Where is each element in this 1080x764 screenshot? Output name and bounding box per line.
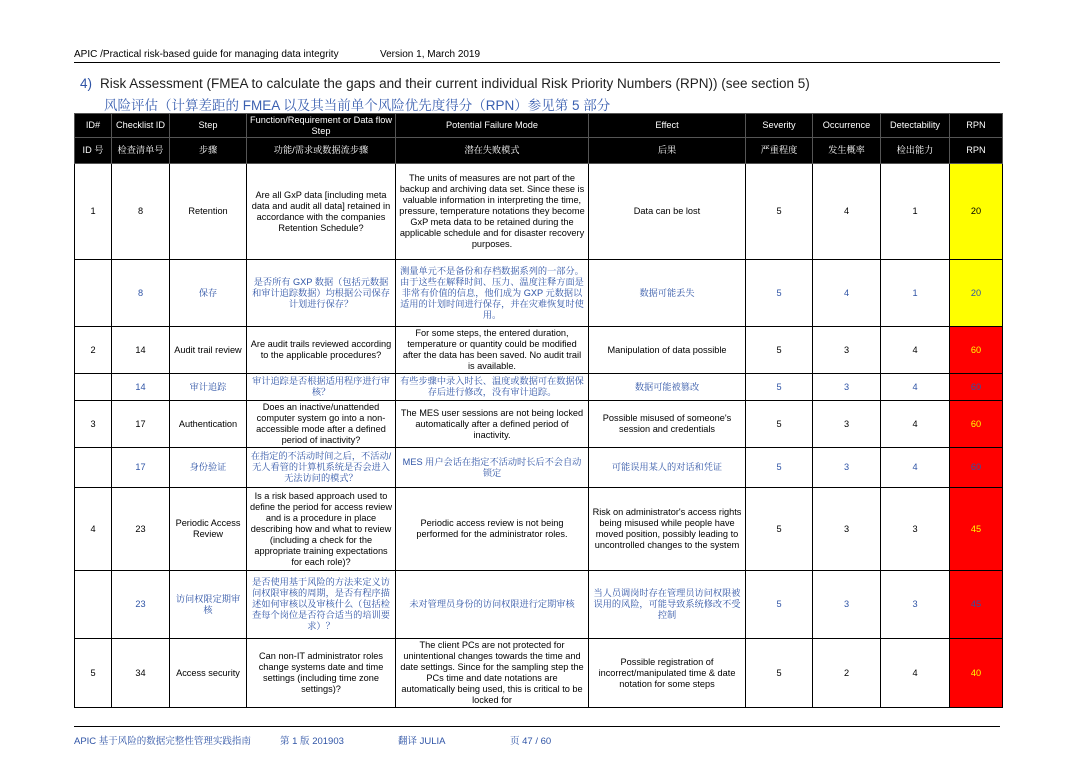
header-detectability-cn: 检出能力 — [881, 138, 950, 164]
cell-step: Audit trail review — [170, 327, 247, 374]
cell-checklist-id: 8 — [112, 164, 170, 260]
cell-rpn-cn: 45 — [950, 571, 1003, 639]
cell-step: Retention — [170, 164, 247, 260]
cell-effect-cn: 可能误用某人的对话和凭证 — [589, 448, 746, 488]
header-id: ID# — [75, 114, 112, 138]
cell-step: Authentication — [170, 401, 247, 448]
header-occurrence: Occurrence — [813, 114, 881, 138]
header-function: Function/Requirement or Data flow Step — [247, 114, 396, 138]
table-row-cn — [75, 260, 1003, 327]
header-detectability: Detectability — [881, 114, 950, 138]
cell-failure-mode-cn: 未对管理员身份的访问权限进行定期审核 — [396, 571, 589, 639]
header-function-cn: 功能/需求或数据流步骤 — [247, 138, 396, 164]
cell-occurrence-cn: 3 — [813, 374, 881, 401]
cell-function: Are all GxP data [including meta data and audit all data] retained in accordance with the companies Retention Schedule? — [247, 164, 396, 260]
header-rpn: RPN — [950, 114, 1003, 138]
header-effect: Effect — [589, 114, 746, 138]
cell-failure-mode: For some steps, the entered duration, temperature or quantity could be modified after the data has been saved. No audit trail is available. — [396, 327, 589, 374]
header-version: Version 1, March 2019 — [380, 49, 481, 60]
cell-rpn: 40 — [950, 639, 1003, 708]
table-header-row-cn — [75, 138, 1003, 164]
footer-version: 第 1 版 201903 — [280, 736, 344, 747]
cell-detectability: 4 — [881, 327, 950, 374]
cell-checklist-id: 17 — [112, 401, 170, 448]
cell-effect-cn: 数据可能丢失 — [589, 260, 746, 327]
header-divider — [74, 62, 1000, 63]
header-title: APIC /Practical risk-based guide for managing data integrity — [74, 49, 339, 60]
cell-severity-cn: 5 — [746, 260, 813, 327]
cell-function-cn: 是否使用基于风险的方法来定义访问权限审核的周期，是否有程序描述如何审核以及审核什么（包括检查每个岗位是否符合适当的培训要求）？ — [247, 571, 396, 639]
cell-effect-cn: 数据可能被篡改 — [589, 374, 746, 401]
cell-failure-mode-cn: 测量单元不是备份和存档数据系列的一部分。由于这些在解释时间、压力、温度注释方面是非常有价值的信息，他们成为 GXP 元数据以适用的计划时间进行保存，并在灾难恢复时使用。 — [396, 260, 589, 327]
section-title-cn: 风险评估（计算差距的 FMEA 以及其当前单个风险优先度得分（RPN）参见第 5 部分 — [104, 98, 611, 113]
header-rpn-cn: RPN — [950, 138, 1003, 164]
cell-detectability-cn: 4 — [881, 374, 950, 401]
cell-failure-mode-cn: MES 用户会话在指定不活动时长后不会自动锁定 — [396, 448, 589, 488]
cell-id: 3 — [75, 401, 112, 448]
cell-effect-cn: 当人员调岗时存在管理员访问权限被误用的风险，可能导致系统修改不受控制 — [589, 571, 746, 639]
cell-function-cn: 审计追踪是否根据适用程序进行审核？ — [247, 374, 396, 401]
cell-effect: Risk on administrator's access rights being misused while people have moved position, possibly leading to uncontrolled changes to the system — [589, 488, 746, 571]
cell-detectability-cn: 3 — [881, 571, 950, 639]
table-row — [75, 164, 1003, 260]
table-row — [75, 639, 1003, 708]
cell-checklist-id-cn: 23 — [112, 571, 170, 639]
cell-id-cn — [75, 260, 112, 327]
cell-id: 4 — [75, 488, 112, 571]
header-id-cn: ID 号 — [75, 138, 112, 164]
cell-occurrence: 3 — [813, 327, 881, 374]
cell-rpn: 60 — [950, 401, 1003, 448]
cell-severity-cn: 5 — [746, 448, 813, 488]
header-checklist-id: Checklist ID — [112, 114, 170, 138]
cell-failure-mode: Periodic access review is not being performed for the administrator roles. — [396, 488, 589, 571]
header-severity-cn: 严重程度 — [746, 138, 813, 164]
cell-rpn: 20 — [950, 164, 1003, 260]
cell-severity: 5 — [746, 401, 813, 448]
cell-rpn: 45 — [950, 488, 1003, 571]
table-row-cn — [75, 571, 1003, 639]
cell-detectability-cn: 4 — [881, 448, 950, 488]
cell-id: 2 — [75, 327, 112, 374]
cell-rpn-cn: 60 — [950, 448, 1003, 488]
cell-failure-mode-cn: 有些步骤中录入时长、温度或数据可在数据保存后进行修改，没有审计追踪。 — [396, 374, 589, 401]
cell-function: Are audit trails reviewed according to the applicable procedures? — [247, 327, 396, 374]
header-step-cn: 步骤 — [170, 138, 247, 164]
cell-effect: Data can be lost — [589, 164, 746, 260]
cell-severity: 5 — [746, 488, 813, 571]
cell-checklist-id: 14 — [112, 327, 170, 374]
cell-step-cn: 保存 — [170, 260, 247, 327]
cell-function: Can non-IT administrator roles change systems date and time settings (including time zone settings)? — [247, 639, 396, 708]
cell-severity: 5 — [746, 164, 813, 260]
cell-severity: 5 — [746, 639, 813, 708]
cell-failure-mode: The client PCs are not protected for unintentional changes towards the time and date settings. Since for the sampling step the PCs time and date notations are automatically being used, this is critical to be locked for — [396, 639, 589, 708]
cell-occurrence-cn: 3 — [813, 448, 881, 488]
cell-occurrence-cn: 4 — [813, 260, 881, 327]
cell-id-cn — [75, 374, 112, 401]
cell-effect: Possible registration of incorrect/manipulated time & date notation for some steps — [589, 639, 746, 708]
header-checklist-id-cn: 检查清单号 — [112, 138, 170, 164]
cell-function: Is a risk based approach used to define the period for access review and is a procedure in place describing how and what to review (including a check for the appropriate training expectations for each role)? — [247, 488, 396, 571]
cell-rpn: 60 — [950, 327, 1003, 374]
cell-detectability: 1 — [881, 164, 950, 260]
cell-checklist-id-cn: 17 — [112, 448, 170, 488]
table-row-cn — [75, 448, 1003, 488]
cell-occurrence: 4 — [813, 164, 881, 260]
cell-id-cn — [75, 448, 112, 488]
cell-checklist-id: 34 — [112, 639, 170, 708]
cell-rpn-cn: 20 — [950, 260, 1003, 327]
fmea-table — [74, 113, 1003, 708]
header-occurrence-cn: 发生概率 — [813, 138, 881, 164]
cell-severity-cn: 5 — [746, 374, 813, 401]
section-title-en — [80, 76, 810, 91]
footer-translator: 翻译 JULIA — [398, 736, 446, 747]
cell-id-cn — [75, 571, 112, 639]
header-failure-mode: Potential Failure Mode — [396, 114, 589, 138]
cell-failure-mode: The MES user sessions are not being locked automatically after a defined period of inactivity. — [396, 401, 589, 448]
cell-id: 5 — [75, 639, 112, 708]
table-header-row-en — [75, 114, 1003, 138]
footer-divider — [74, 726, 1000, 727]
cell-occurrence: 3 — [813, 401, 881, 448]
cell-detectability: 3 — [881, 488, 950, 571]
header-step: Step — [170, 114, 247, 138]
table-row-cn — [75, 374, 1003, 401]
table-row — [75, 488, 1003, 571]
cell-step: Access security — [170, 639, 247, 708]
cell-effect: Manipulation of data possible — [589, 327, 746, 374]
cell-function-cn: 在指定的不活动时间之后，不活动/无人看管的计算机系统是否会进入无法访问的模式？ — [247, 448, 396, 488]
cell-severity-cn: 5 — [746, 571, 813, 639]
cell-detectability-cn: 1 — [881, 260, 950, 327]
cell-effect: Possible misused of someone's session and credentials — [589, 401, 746, 448]
header-failure-mode-cn: 潜在失败模式 — [396, 138, 589, 164]
header-effect-cn: 后果 — [589, 138, 746, 164]
cell-checklist-id-cn: 14 — [112, 374, 170, 401]
cell-detectability: 4 — [881, 639, 950, 708]
cell-function: Does an inactive/unattended computer system go into a non-accessible mode after a defined period of inactivity? — [247, 401, 396, 448]
cell-function-cn: 是否所有 GXP 数据（包括元数据和审计追踪数据）均根据公司保存计划进行保存？ — [247, 260, 396, 327]
cell-severity: 5 — [746, 327, 813, 374]
table-row — [75, 401, 1003, 448]
footer-title: APIC 基于风险的数据完整性管理实践指南 — [74, 736, 251, 747]
cell-step-cn: 访问权限定期审核 — [170, 571, 247, 639]
cell-rpn-cn: 60 — [950, 374, 1003, 401]
cell-occurrence-cn: 3 — [813, 571, 881, 639]
cell-step: Periodic Access Review — [170, 488, 247, 571]
page-header — [74, 49, 481, 60]
cell-failure-mode: The units of measures are not part of the backup and archiving data set. Since these is valuable information in interpreting the time, pressure, temperature notations they become GxP meta data to be retained during the applicable schedule and for disaster recovery purposes. — [396, 164, 589, 260]
section-title-en-text: Risk Assessment (FMEA to calculate the gaps and their current individual Risk Priority Numbers (RPN)) (see section 5) — [100, 76, 810, 91]
footer-page: 页 47 / 60 — [510, 736, 552, 747]
cell-step-cn: 身份验证 — [170, 448, 247, 488]
cell-checklist-id-cn: 8 — [112, 260, 170, 327]
cell-detectability: 4 — [881, 401, 950, 448]
cell-id: 1 — [75, 164, 112, 260]
section-number: 4) — [80, 76, 93, 91]
header-severity: Severity — [746, 114, 813, 138]
cell-occurrence: 3 — [813, 488, 881, 571]
cell-checklist-id: 23 — [112, 488, 170, 571]
table-row — [75, 327, 1003, 374]
cell-occurrence: 2 — [813, 639, 881, 708]
cell-step-cn: 审计追踪 — [170, 374, 247, 401]
